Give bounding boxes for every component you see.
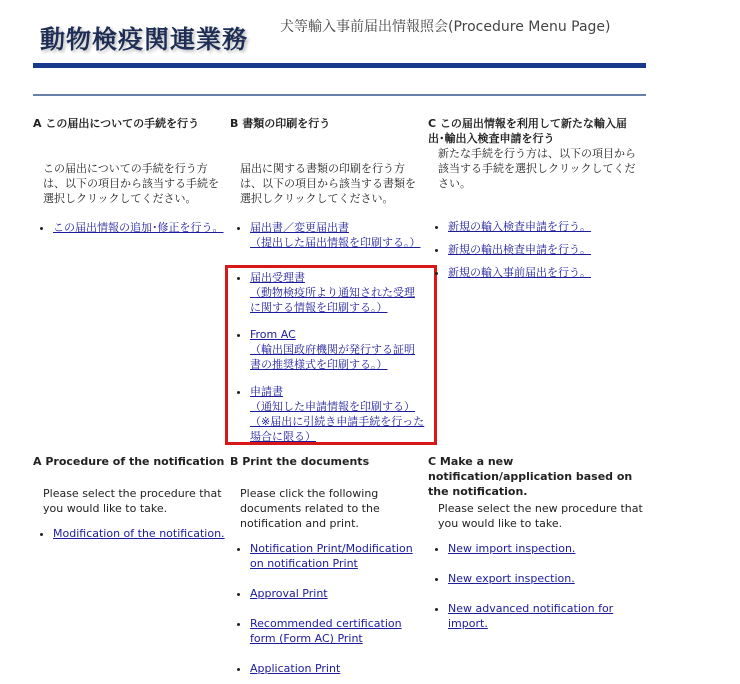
notification-print-link-jp[interactable]: 届出書／変更届出書 （提出した届出情報を印刷する。） <box>250 221 421 249</box>
section-description: 新たな手続を行う方は、以下の項目から該当する手続を選択しクリックしてください。 <box>438 147 636 190</box>
section-description: 届出に関する書類の印刷を行う方は、以下の項目から該当する書類を選択しクリックしてください。 <box>240 162 416 205</box>
application-print-link-en[interactable]: Application Print <box>250 662 341 675</box>
form-ac-print-link-jp[interactable]: From AC （輸出国政府機関が発行する証明書の推奨様式を印刷する。） <box>250 328 415 371</box>
section-heading: C この届出情報を利用して新たな輸入届出･輸出入検査申請を行う <box>428 117 627 145</box>
form-ac-print-link-en[interactable]: Recommended certification form (Form AC) Print <box>250 617 402 645</box>
jp-section-c <box>428 116 643 288</box>
section-description: Please click the following documents related to the notification and print. <box>240 487 380 530</box>
section-description: この届出についての手続を行う方は、以下の項目から該当する手続を選択しクリックしてください。 <box>43 162 219 205</box>
new-import-inspection-link-jp[interactable]: 新規の輸入検査申請を行う。 <box>448 220 591 233</box>
en-section-a <box>33 454 228 549</box>
modify-notification-link-en[interactable]: Modification of the notification. <box>53 527 225 540</box>
new-export-inspection-link-jp[interactable]: 新規の輸出検査申請を行う。 <box>448 243 591 256</box>
section-heading: B Print the documents <box>230 455 370 468</box>
section-description: Please select the procedure that you would like to take. <box>43 487 222 515</box>
modify-notification-link-jp[interactable]: この届出情報の追加･修正を行う。 <box>53 221 224 234</box>
en-section-b <box>230 454 425 684</box>
notification-print-link-en[interactable]: Notification Print/Modification on notification Print <box>250 542 413 570</box>
logo: 動物検疫関連業務 <box>40 25 249 54</box>
section-heading: A この届出についての手続を行う <box>33 117 200 130</box>
new-advance-notification-link-jp[interactable]: 新規の輸入事前届出を行う。 <box>448 266 591 279</box>
jp-section-a <box>33 116 228 243</box>
section-heading: B 書類の印刷を行う <box>230 117 331 130</box>
section-heading: A Procedure of the notification <box>33 455 225 468</box>
new-import-inspection-link-en[interactable]: New import inspection. <box>448 542 576 555</box>
approval-print-link-en[interactable]: Approval Print <box>250 587 328 600</box>
section-description: Please select the new procedure that you would like to take. <box>438 502 643 530</box>
page-title: 犬等輸入事前届出情報照会(Procedure Menu Page) <box>280 19 611 35</box>
new-export-inspection-link-en[interactable]: New export inspection. <box>448 572 575 585</box>
new-advance-notification-link-en[interactable]: New advanced notification for import. <box>448 602 614 630</box>
application-print-link-jp[interactable]: 申請書 （通知した申請情報を印刷する）（※届出に引続き申請手続を行った場合に限る） <box>250 385 425 443</box>
section-heading: C Make a new notification/application based on the notification. <box>428 455 633 498</box>
acceptance-print-link-jp[interactable]: 届出受理書 （動物検疫所より通知された受理に関する情報を印刷する。） <box>250 271 415 314</box>
header-underline <box>33 94 646 96</box>
header-divider <box>33 63 646 68</box>
highlight-box <box>225 265 437 445</box>
en-section-c <box>428 454 646 639</box>
